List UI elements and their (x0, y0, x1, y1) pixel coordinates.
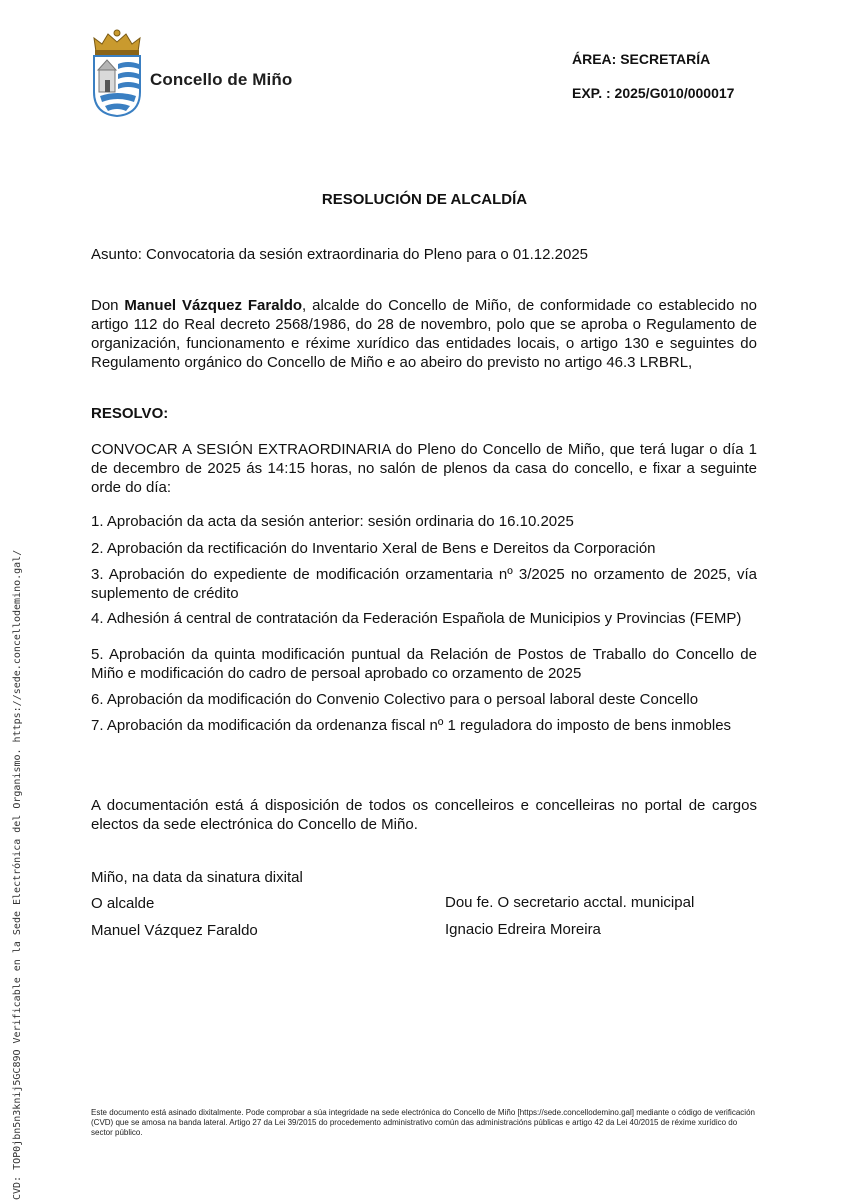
area-label: ÁREA: SECRETARÍA (572, 51, 711, 67)
agenda-item: 3. Aprobación do expediente de modificación orzamentaria nº 3/2025 no orzamento de 2025, vía suplemento de crédito (91, 566, 757, 602)
signer-right-role: Dou fe. O secretario acctal. municipal (445, 894, 695, 911)
agenda-item: 4. Adhesión á central de contratación da Federación Española de Municipios y Provincias (FEMP) (91, 610, 742, 627)
agenda-item: 1. Aprobación da acta da sesión anterior: sesión ordinaria do 16.10.2025 (91, 513, 574, 530)
resolvo-heading: RESOLVO: (91, 405, 169, 422)
document-title: RESOLUCIÓN DE ALCALDÍA (321, 191, 528, 208)
convoke-paragraph: CONVOCAR A SESIÓN EXTRAORDINARIA do Pleno do Concello de Miño, que terá lugar o día 1 de decembro de 2025 ás 14:15 horas, no salón de plenos da casa do concello, e fixar a seguinte orde do día: (91, 441, 757, 496)
cvd-verification-strip: CVD: TOP0jbn5n3knij5GC89O Verificable en la Sede Electrónica del Organismo. https://sede.concellodemino.gal/ (12, 549, 23, 1200)
place-date: Miño, na data da sinatura dixital (91, 869, 303, 886)
intro-text: , alcalde do Concello de Miño, de conformidade co establecido no artigo 112 do Real decreto 2568/1986, do 28 de novembro, polo que se aproba o Regulamento de organización, funcionamento e réxime xurídico das entidades locais, o artigo 130 e seguintes do Regulamento orgánico do Concello de Miño e ao abeiro do previsto no artigo 46.3 LRBRL, (91, 297, 757, 371)
expedient-number: EXP. : 2025/G010/000017 (572, 85, 735, 101)
signer-left-role: O alcalde (91, 895, 155, 912)
documentation-paragraph: A documentación está á disposición de todos os concelleiros e concelleiras no portal de cargos electos da sede electrónica do Concello de Miño. (91, 797, 757, 833)
mayor-name: Manuel Vázquez Faraldo (124, 297, 303, 314)
signature-footer-note: Este documento está asinado dixitalmente. Pode comprobar a súa integridade na sede electrónica do Concello de Miño [https://sede.concellodemino.gal] mediante o código de verificación (CVD) que se amosa na banda lateral. Artigo 27 da Lei 39/2015 do procedemento administrativo común das administracións públicas e artigo 42 da Lei 40/2015 de réxime xurídico do sector público. (91, 1108, 755, 1137)
coat-of-arms-icon (90, 28, 144, 118)
agenda-item: 6. Aprobación da modificación do Convenio Colectivo para o persoal laboral deste Concello (91, 691, 699, 708)
subject-line: Asunto: Convocatoria da sesión extraordinaria do Pleno para o 01.12.2025 (91, 246, 588, 263)
agenda-item: 2. Aprobación da rectificación do Inventario Xeral de Bens e Dereitos da Corporación (91, 540, 656, 557)
intro-prefix: Don (91, 297, 125, 314)
signer-left-name: Manuel Vázquez Faraldo (91, 922, 258, 939)
intro-paragraph (91, 296, 757, 372)
concello-logo (90, 28, 310, 120)
signer-right-name: Ignacio Edreira Moreira (445, 921, 601, 938)
org-name: Concello de Miño (150, 70, 293, 89)
agenda-item: 5. Aprobación da quinta modificación puntual da Relación de Postos de Traballo do Concello de Miño e modificación do cadro de persoal aprobado co orzamento de 2025 (91, 646, 757, 682)
agenda-item: 7. Aprobación da modificación da ordenanza fiscal nº 1 reguladora do imposto de bens inmobles (91, 717, 732, 734)
